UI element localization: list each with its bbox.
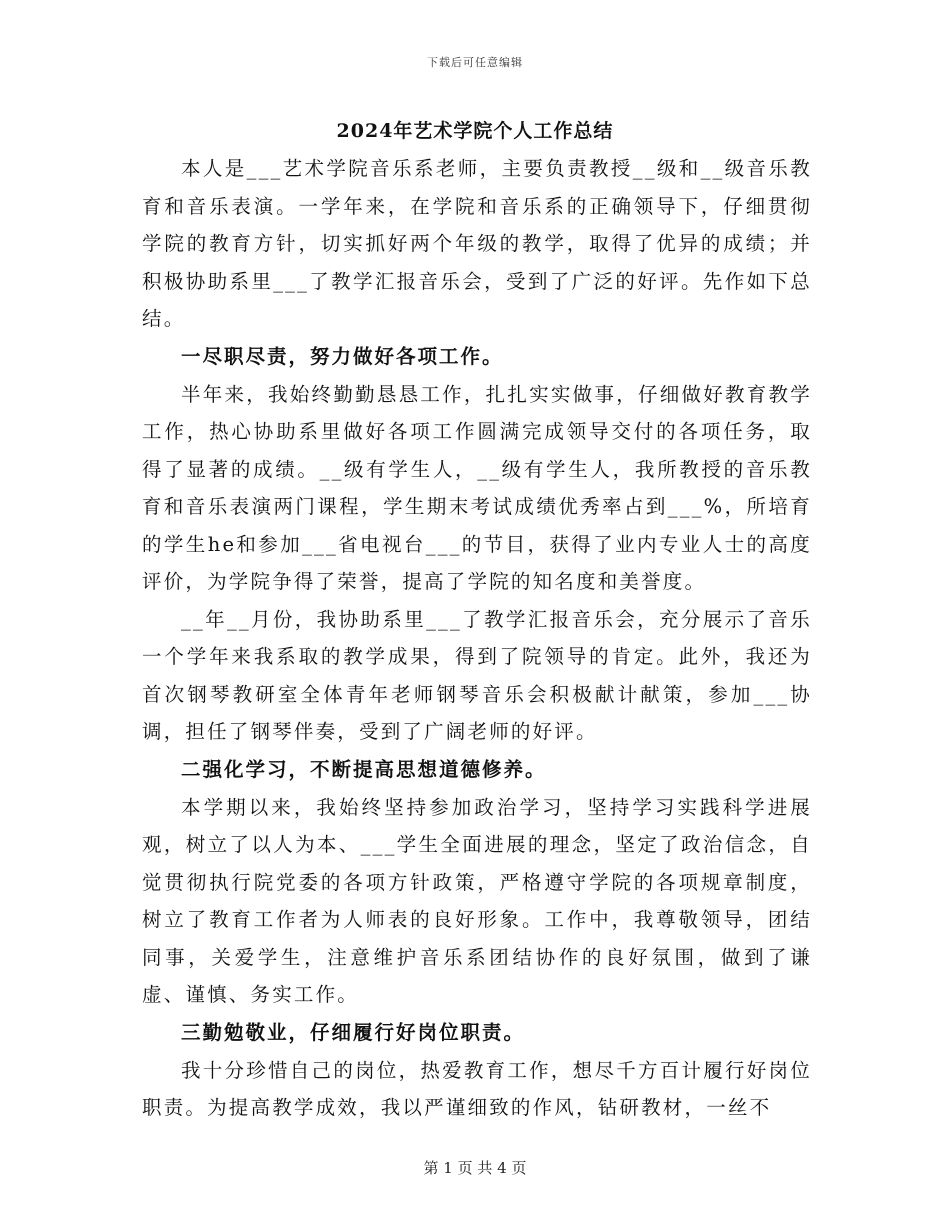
- document-body: [142, 150, 812, 1127]
- page-number: 第 1 页 共 4 页: [423, 1159, 527, 1177]
- section-3-paragraph-1: 我十分珍惜自己的岗位，热爱教育工作，想尽千方百计履行好岗位职责。为提高教学成效，我以严谨细致的作风，钻研教材，一丝不: [142, 1058, 812, 1119]
- section-1-paragraph-1: 半年来，我始终勤勤恳恳工作，扎扎实实做事，仔细做好教育教学工作，热心协助系里做好各项工作圆满完成领导交付的各项任务，取得了显著的成绩。__级有学生人，__级有学生人，我所教授的音乐教育和音乐表演两门课程，学生期末考试成绩优秀率占到___%，所培育的学生he和参加___省电视台___的节目，获得了业内专业人士的高度评价，为学院争得了荣誉，提高了学院的知名度和美誉度。: [142, 382, 812, 593]
- document-title: 2024年艺术学院个人工作总结: [336, 120, 614, 142]
- section-1-paragraph-2: __年__月份，我协助系里___了教学汇报音乐会，充分展示了音乐一个学年来我系取的教学成果，得到了院领导的肯定。此外，我还为首次钢琴教研室全体青年老师钢琴音乐会积极献计献策，参加___协调，担任了钢琴伴奏，受到了广阔老师的好评。: [142, 607, 812, 743]
- section-heading-1: 一尽职尽责，努力做好各项工作。: [181, 344, 504, 368]
- intro-paragraph: 本人是___艺术学院音乐系老师，主要负责教授__级和__级音乐教育和音乐表演。一学年来，在学院和音乐系的正确领导下，仔细贯彻学院的教育方针，切实抓好两个年级的教学，取得了优异的成绩；并积极协助系里___了教学汇报音乐会，受到了广泛的好评。先作如下总结。: [142, 157, 812, 330]
- section-heading-2: 二强化学习，不断提高思想道德修养。: [181, 757, 547, 781]
- page-header-note: 下载后可任意编辑: [427, 56, 523, 69]
- section-heading-3: 三勤勉敬业，仔细履行好岗位职责。: [181, 1020, 526, 1044]
- section-2-paragraph-1: 本学期以来，我始终坚持参加政治学习，坚持学习实践科学进展观，树立了以人为本、___学生全面进展的理念，坚定了政治信念，自觉贯彻执行院党委的各项方针政策，严格遵守学院的各项规章制度，树立了教育工作者为人师表的良好形象。工作中，我尊敬领导，团结同事，关爱学生，注意维护音乐系团结协作的良好氛围，做到了谦虚、谨慎、务实工作。: [142, 795, 812, 1006]
